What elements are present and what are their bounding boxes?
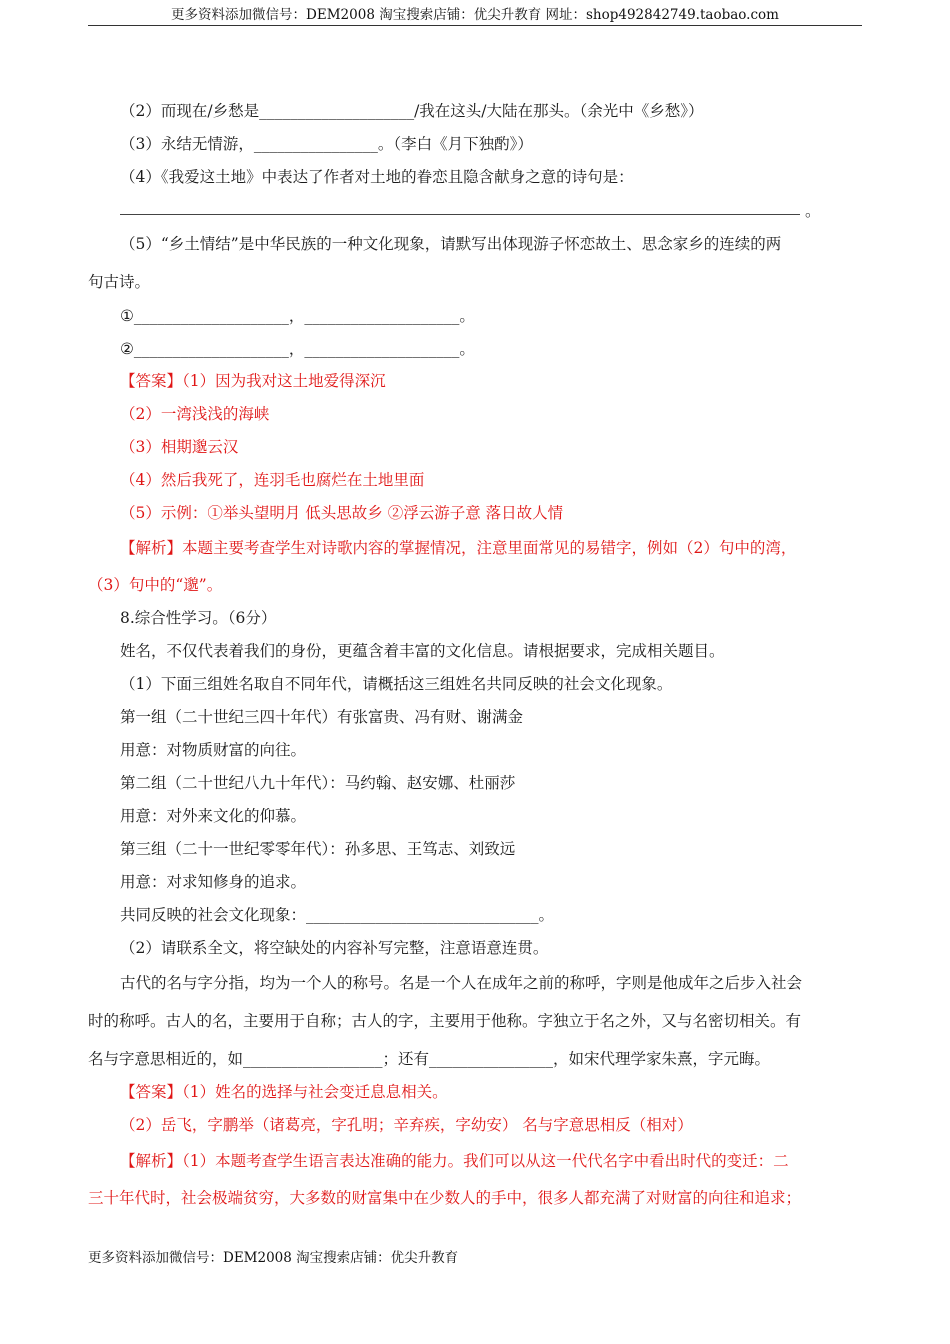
group-1-meaning: 用意：对物质财富的向往。	[120, 741, 307, 759]
question-line-5-cont: 句古诗。	[88, 273, 151, 291]
answer-line-5: （5）示例：①举头望明月 低头思故乡 ②浮云游子意 落日故人情	[120, 504, 564, 522]
question-line-4: （4）《我爱这土地》中表达了作者对土地的眷恋且隐含献身之意的诗句是：	[120, 168, 634, 186]
analysis-line-2: （3）句中的“邈”。	[88, 576, 223, 594]
group-2: 第二组（二十世纪八九十年代）：马约翰、赵安娜、杜丽莎	[120, 774, 516, 792]
answer-blank-line	[120, 199, 800, 215]
analysis-8-line-2: 三十年代时，社会极端贫穷，大多数的财富集中在少数人的手中，很多人都充满了对财富的向往和追求；	[88, 1189, 802, 1207]
page-footer: 更多资料添加微信号：DEM2008 淘宝搜索店铺：优尖升教育	[88, 1250, 459, 1266]
header-divider	[88, 25, 862, 26]
answer-8-line-2: （2）岳飞，字鹏举（诸葛亮，字孔明；辛弃疾，字幼安） 名与字意思相反（相对）	[120, 1116, 693, 1134]
question-8-intro: 姓名，不仅代表着我们的身份，更蕴含着丰富的文化信息。请根据要求，完成相关题目。	[120, 642, 725, 660]
question-line-3: （3）永结无情游，________________。（李白《月下独酌》）	[120, 135, 533, 153]
page-header: 更多资料添加微信号：DEM2008 淘宝搜索店铺：优尖升教育 网址：shop492842749.taobao.com	[171, 7, 779, 23]
group-1: 第一组（二十世纪三四十年代）有张富贵、冯有财、谢满金	[120, 708, 524, 726]
passage-line-2: 时的称呼。古人的名，主要用于自称；古人的字，主要用于他称。字独立于名之外，又与名密切相关。有	[88, 1012, 802, 1030]
analysis-8-line-1: 【解析】（1）本题考查学生语言表达准确的能力。我们可以从这一代代名字中看出时代的变迁：二	[120, 1152, 789, 1170]
answer-8-line-1: 【答案】（1）姓名的选择与社会变迁息息相关。	[120, 1083, 448, 1101]
blank-item-2: ②____________________，____________________。	[120, 340, 475, 358]
question-8-title: 8.综合性学习。（6分）	[120, 609, 277, 627]
answer-line-3: （3）相期邈云汉	[120, 438, 239, 456]
question-line-2: （2）而现在/乡愁是____________________/我在这头/大陆在那头。（余光中《乡愁》）	[120, 102, 704, 120]
group-2-meaning: 用意：对外来文化的仰慕。	[120, 807, 307, 825]
answer-line-2: （2）一湾浅浅的海峡	[120, 405, 270, 423]
passage-line-3: 名与字意思相近的，如__________________；还有________________，如宋代理学家朱熹，字元晦。	[88, 1050, 771, 1068]
blank-item-1: ①____________________，____________________。	[120, 307, 475, 325]
question-8-part-1: （1）下面三组姓名取自不同年代，请概括这三组姓名共同反映的社会文化现象。	[120, 675, 673, 693]
common-phenomenon-blank: 共同反映的社会文化现象：______________________________。	[120, 906, 555, 924]
question-8-part-2: （2）请联系全文，将空缺处的内容补写完整，注意语意连贯。	[120, 939, 549, 957]
question-line-5: （5）“乡土情结”是中华民族的一种文化现象，请默写出体现游子怀恋故土、思念家乡的连续的两	[120, 235, 782, 253]
group-3-meaning: 用意：对求知修身的追求。	[120, 873, 307, 891]
group-3: 第三组（二十一世纪零零年代）：孙多思、王笃志、刘致远	[120, 840, 516, 858]
passage-line-1: 古代的名与字分指，均为一个人的称号。名是一个人在成年之前的称呼，字则是他成年之后步入社会	[120, 974, 803, 992]
answer-line-1: 【答案】（1）因为我对这土地爱得深沉	[120, 372, 386, 390]
analysis-line-1: 【解析】本题主要考查学生对诗歌内容的掌握情况，注意里面常见的易错字，例如（2）句中的湾，	[120, 539, 797, 557]
answer-line-4: （4）然后我死了，连羽毛也腐烂在土地里面	[120, 471, 425, 489]
answer-blank-period: 。	[805, 202, 821, 220]
